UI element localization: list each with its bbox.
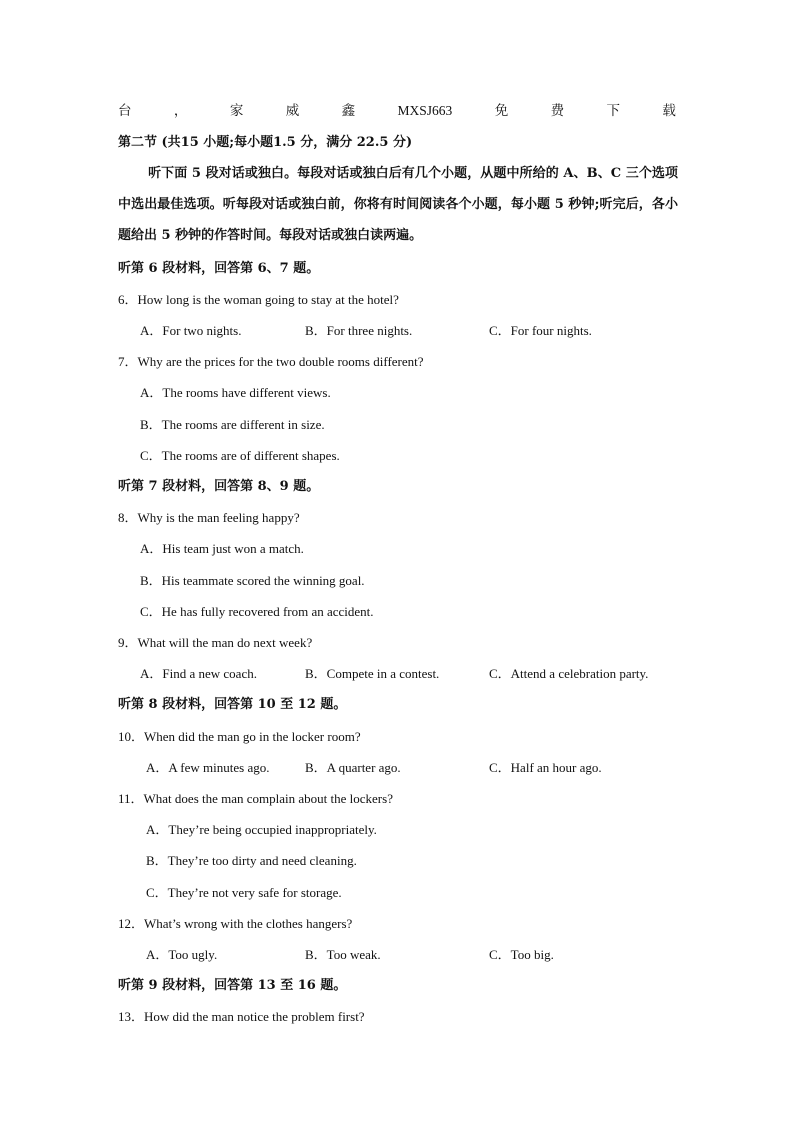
question-stem: 12．What’s wrong with the clothes hangers? <box>118 916 353 931</box>
header-token: MXSJ663 <box>397 103 453 118</box>
instructions-text: 听下面 5 段对话或独白。每段对话或独白后有几个小题，从题中所给的 A、B、C 三个选项中选出最佳选项。听每段对话或独白前，你将有时间阅读各个小题，每小题 5 秒钟;听完后，各小题给出 5 秒钟的作答时间。每段对话或独白读两遍。 <box>118 166 678 243</box>
header-token: 鑫 <box>341 103 356 119</box>
question-stem: 8．Why is the man feeling happy? <box>118 510 300 525</box>
option: C．Attend a celebration party. <box>489 666 649 681</box>
question-stem: 10．When did the man go in the locker room? <box>118 729 361 744</box>
option: B．His teammate scored the winning goal. <box>140 573 365 588</box>
question-stem: 13．How did the man notice the problem first? <box>118 1009 365 1024</box>
question-stem: 7．Why are the prices for the two double rooms different? <box>118 354 424 369</box>
option: A．A few minutes ago. <box>146 760 270 775</box>
option: C．For four nights. <box>489 323 592 338</box>
header-token: 下 <box>606 103 621 119</box>
header-row <box>118 102 676 120</box>
option: A．For two nights. <box>140 323 242 338</box>
header-token: 免 <box>494 103 509 119</box>
group-heading: 听第 8 段材料，回答第 10 至 12 题。 <box>118 697 347 712</box>
option: A．The rooms have different views. <box>140 385 331 400</box>
header-token: 费 <box>550 103 565 119</box>
option: C．Half an hour ago. <box>489 760 602 775</box>
section-title: 第二节 (共15 小题;每小题1.5 分，满分 22.5 分) <box>118 135 413 150</box>
option: A．Too ugly. <box>146 947 218 962</box>
header-token: 台 <box>118 103 132 119</box>
header-token: 载 <box>662 103 676 119</box>
option: B．Compete in a contest. <box>305 666 440 681</box>
section-instructions <box>118 158 678 251</box>
option: C．They’re not very safe for storage. <box>146 885 342 900</box>
option: C．Too big. <box>489 947 554 962</box>
option: A．His team just won a match. <box>140 541 304 556</box>
group-heading: 听第 6 段材料，回答第 6、7 题。 <box>118 261 320 276</box>
question-stem: 11．What does the man complain about the lockers? <box>118 791 393 806</box>
group-heading: 听第 9 段材料，回答第 13 至 16 题。 <box>118 978 347 993</box>
option: B．The rooms are different in size. <box>140 417 325 432</box>
option: A．Find a new coach. <box>140 666 257 681</box>
option: C．The rooms are of different shapes. <box>140 448 340 463</box>
header-token: 家 <box>229 103 244 119</box>
option: B．Too weak. <box>305 947 381 962</box>
option: B．A quarter ago. <box>305 760 401 775</box>
group-heading: 听第 7 段材料，回答第 8、9 题。 <box>118 479 320 494</box>
header-token: 威 <box>285 103 300 119</box>
option: B．They’re too dirty and need cleaning. <box>146 853 357 868</box>
option: B．For three nights. <box>305 323 413 338</box>
question-stem: 6．How long is the woman going to stay at the hotel? <box>118 292 399 307</box>
header-token: ， <box>173 103 188 119</box>
option: C．He has fully recovered from an accident. <box>140 604 374 619</box>
question-stem: 9．What will the man do next week? <box>118 635 313 650</box>
option: A．They’re being occupied inappropriately. <box>146 822 377 837</box>
